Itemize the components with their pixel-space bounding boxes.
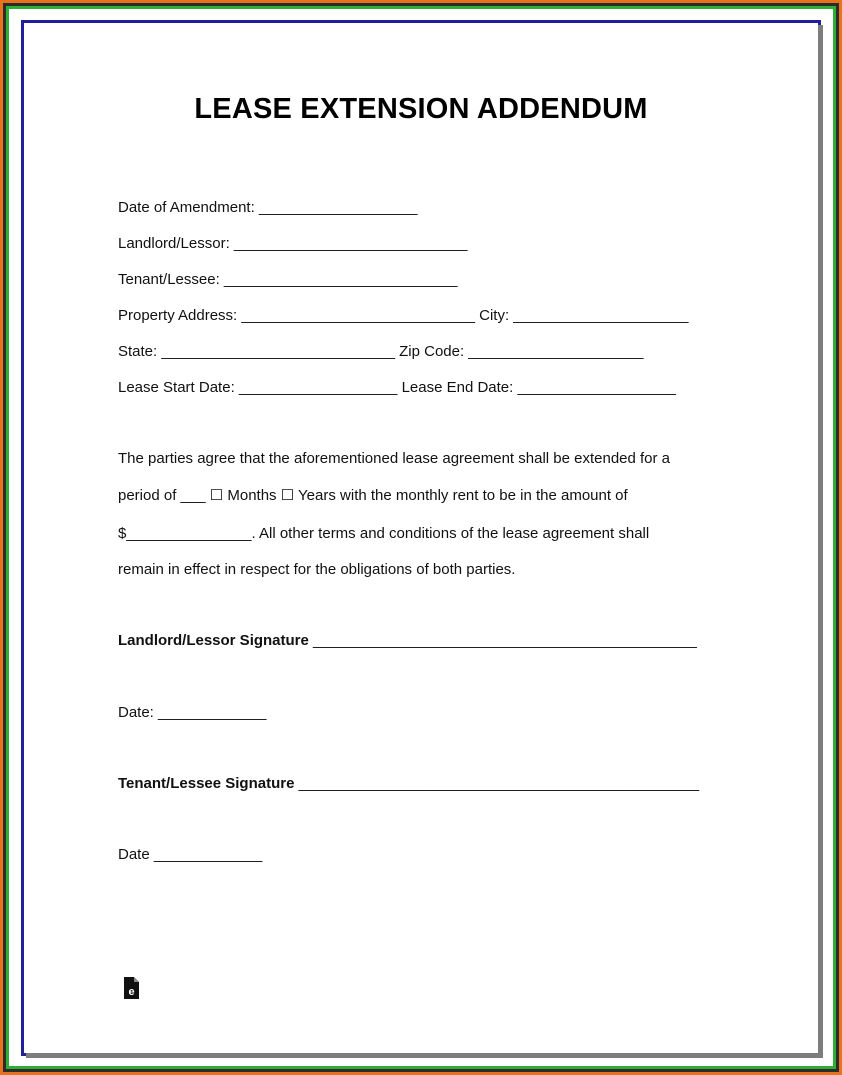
landlord-field: Landlord/Lessor: ____________________________ — [118, 235, 468, 252]
document-e-icon — [122, 976, 140, 1001]
tenant-date-field: Date _____________ — [118, 846, 263, 863]
landlord-signature-line: ______________________________________________ — [308, 632, 697, 649]
landlord-signature-label: Landlord/Lessor Signature — [118, 632, 309, 649]
paragraph-line-4: remain in effect in respect for the obligations of both parties. — [118, 561, 516, 578]
state-zip-field: State: ____________________________ Zip Code: _____________________ — [118, 343, 644, 360]
paragraph-line-1: The parties agree that the aforementioned lease agreement shall be extended for a — [118, 450, 671, 467]
paragraph-line-3: $_______________. All other terms and conditions of the lease agreement shall — [118, 525, 650, 542]
page-title: LEASE EXTENSION ADDENDUM — [194, 93, 648, 125]
tenant-signature-row — [118, 775, 699, 792]
landlord-date-field: Date: _____________ — [118, 704, 267, 721]
paragraph-line-2: period of ___ ☐ Months ☐ Years with the monthly rent to be in the amount of — [118, 487, 628, 504]
tenant-signature-label: Tenant/Lessee Signature — [118, 775, 295, 792]
tenant-field: Tenant/Lessee: ____________________________ — [118, 271, 458, 288]
document-page — [24, 23, 818, 1053]
lease-dates-field: Lease Start Date: ___________________ Lease End Date: ___________________ — [118, 379, 676, 396]
landlord-signature-row — [118, 632, 697, 649]
tenant-signature-line: ________________________________________________ — [294, 775, 700, 792]
date-of-amendment-field: Date of Amendment: ___________________ — [118, 199, 418, 216]
property-city-field: Property Address: ____________________________ City: _____________________ — [118, 307, 689, 324]
svg-text:e: e — [128, 986, 135, 998]
